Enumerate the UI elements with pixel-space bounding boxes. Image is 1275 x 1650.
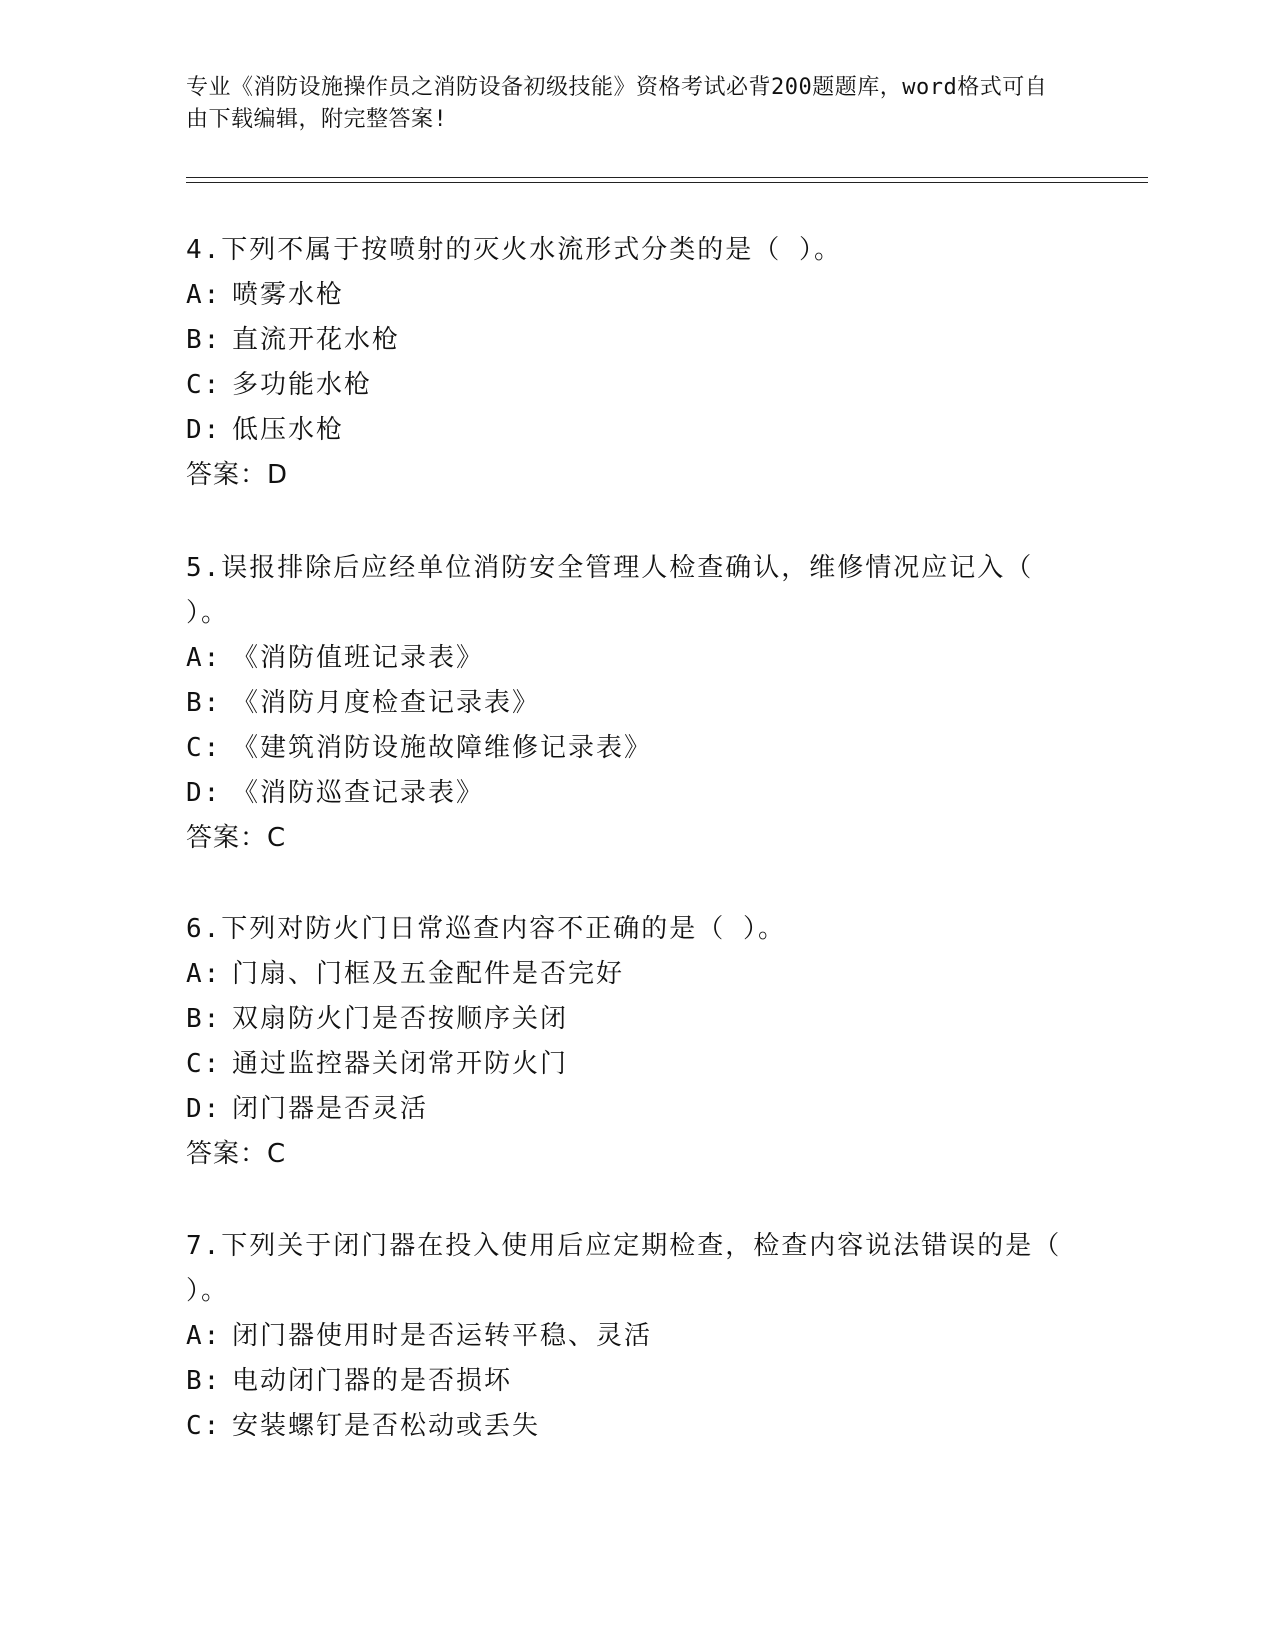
document-header: 专业《消防设施操作员之消防设备初级技能》资格考试必背200题题库，word格式可自由下载编辑，附完整答案! — [186, 75, 1048, 132]
option-letter: D: — [186, 778, 222, 808]
option-text: 闭门器是否灵活 — [232, 1094, 429, 1124]
option-letter: D: — [186, 415, 222, 445]
option-c — [186, 726, 1066, 771]
question-stem: 7.下列关于闭门器在投入使用后应定期检查，检查内容说法错误的是（ ）。 — [186, 1231, 1062, 1306]
option-d — [186, 771, 1066, 816]
option-a — [186, 273, 1066, 318]
option-b — [186, 318, 1066, 363]
option-letter: C: — [186, 1411, 222, 1441]
option-b — [186, 1359, 1066, 1404]
option-text: 门扇、门框及五金配件是否完好 — [232, 959, 625, 989]
option-letter: A: — [186, 1321, 222, 1351]
option-b — [186, 997, 1066, 1042]
option-text: 双扇防火门是否按顺序关闭 — [232, 1004, 569, 1034]
question-stem: 4.下列不属于按喷射的灭火水流形式分类的是（ ）。 — [186, 235, 842, 265]
option-text: 多功能水枪 — [232, 370, 373, 400]
option-text: 直流开花水枪 — [232, 325, 401, 355]
option-text: 喷雾水枪 — [232, 280, 345, 310]
option-letter: B: — [186, 1004, 222, 1034]
option-text: 通过监控器关闭常开防火门 — [232, 1049, 569, 1079]
option-letter: A: — [186, 280, 222, 310]
option-letter: C: — [186, 1049, 222, 1079]
question-block — [186, 546, 1066, 861]
option-letter: A: — [186, 959, 222, 989]
option-letter: C: — [186, 370, 222, 400]
option-text: 《消防巡查记录表》 — [232, 778, 485, 808]
option-letter: D: — [186, 1094, 222, 1124]
question-stem: 5.误报排除后应经单位消防安全管理人检查确认，维修情况应记入（ ）。 — [186, 553, 1034, 628]
option-text: 闭门器使用时是否运转平稳、灵活 — [232, 1321, 653, 1351]
option-text: 《消防值班记录表》 — [232, 643, 485, 673]
option-b — [186, 681, 1066, 726]
answer-line: 答案：C — [186, 823, 287, 853]
option-text: 低压水枪 — [232, 415, 345, 445]
question-block — [186, 907, 1066, 1177]
answer-line: 答案：D — [186, 460, 289, 490]
option-a — [186, 952, 1066, 997]
option-c — [186, 363, 1066, 408]
option-letter: B: — [186, 325, 222, 355]
answer-line: 答案：C — [186, 1139, 287, 1169]
option-letter: C: — [186, 733, 222, 763]
option-d — [186, 408, 1066, 453]
header-divider-bottom — [186, 182, 1148, 183]
option-letter: A: — [186, 643, 222, 673]
option-c — [186, 1042, 1066, 1087]
option-text: 电动闭门器的是否损坏 — [232, 1366, 513, 1396]
option-text: 《建筑消防设施故障维修记录表》 — [232, 733, 653, 763]
question-block — [186, 1224, 1066, 1449]
option-a — [186, 1314, 1066, 1359]
option-letter: B: — [186, 1366, 222, 1396]
question-stem: 6.下列对防火门日常巡查内容不正确的是（ ）。 — [186, 914, 786, 944]
option-c — [186, 1404, 1066, 1449]
question-block — [186, 228, 1066, 498]
option-text: 安装螺钉是否松动或丢失 — [232, 1411, 541, 1441]
header-divider-top — [186, 177, 1148, 178]
option-text: 《消防月度检查记录表》 — [232, 688, 541, 718]
option-d — [186, 1087, 1066, 1132]
option-letter: B: — [186, 688, 222, 718]
option-a — [186, 636, 1066, 681]
